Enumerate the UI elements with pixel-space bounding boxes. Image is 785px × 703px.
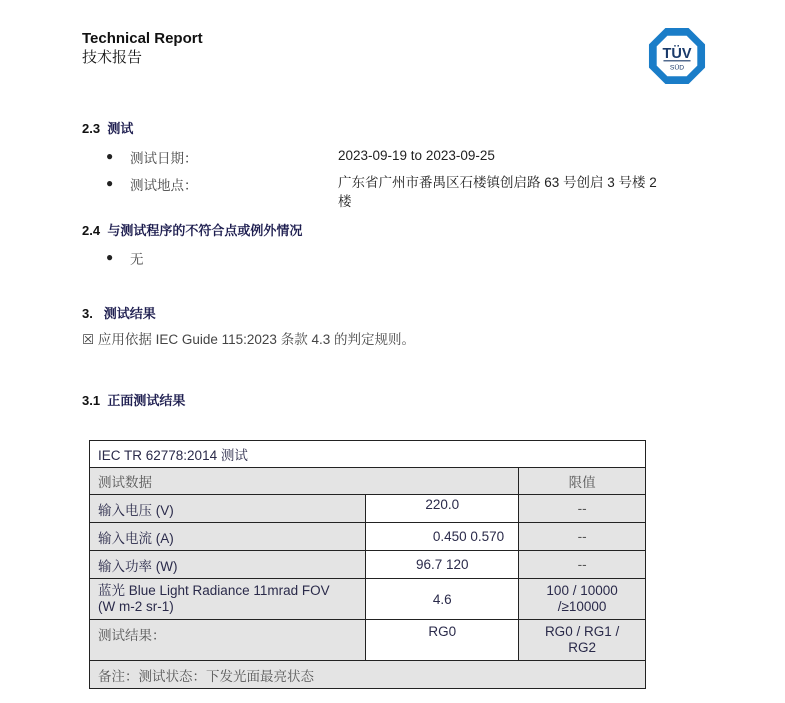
row-limit: 100 / 10000 /≥10000 [519,579,646,620]
report-subtitle: 技术报告 [82,49,143,66]
section-3-heading: 3. 测试结果 [82,306,156,321]
row-value: 220.0 [366,495,519,523]
table-row [90,579,646,620]
table-row [90,620,646,661]
test-location-value-line2: 楼 [338,194,352,209]
row-limit: -- [519,495,646,523]
table-row [90,495,646,523]
bullet-icon: ● [106,176,114,190]
row-limit: -- [519,551,646,579]
row-label: 蓝光 Blue Light Radiance 11mrad FOV (W m-2 sr-1) [90,579,366,620]
section-3-1-heading: 3.1 正面测试结果 [82,393,186,408]
table-title: IEC TR 62778:2014 测试 [90,441,646,468]
table-row [90,523,646,551]
tuv-sud-logo-icon [648,27,706,85]
bullet-icon: ● [106,250,114,264]
report-title: Technical Report [82,30,203,47]
svg-text:TÜV: TÜV [662,45,692,62]
row-label: 测试结果： [90,620,366,661]
row-limit: RG0 / RG1 / RG2 [519,620,646,661]
results-table [89,440,646,689]
table-header-row [90,468,646,495]
svg-text:SÜD: SÜD [669,64,685,72]
decision-rule-paragraph: ☒ 应用依据 IEC Guide 115:2023 条款 4.3 的判定规则。 [82,332,415,347]
row-limit: -- [519,523,646,551]
test-date-label: 测试日期： [130,151,198,166]
deviation-none-label: 无 [130,252,144,267]
bullet-icon: ● [106,149,114,163]
table-title-row [90,441,646,468]
row-label: 输入电流 (A) [90,523,366,551]
header-limit: 限值 [519,468,646,495]
header-test-data: 测试数据 [90,468,519,495]
test-date-value: 2023-09-19 to 2023-09-25 [338,148,495,163]
section-2-3-heading: 2.3 测试 [82,121,134,136]
test-location-value: 广东省广州市番禺区石楼镇创启路 63 号创启 3 号楼 2 [338,175,657,190]
row-value: 0.450 0.570 [366,523,519,551]
row-value: 4.6 [366,579,519,620]
row-label: 输入电压 (V) [90,495,366,523]
table-note-row [90,661,646,689]
table-row [90,551,646,579]
row-value: 96.7 120 [366,551,519,579]
test-location-label: 测试地点： [130,178,198,193]
section-2-4-heading: 2.4 与测试程序的不符合点或例外情况 [82,223,303,238]
row-label: 输入功率 (W) [90,551,366,579]
table-note: 备注：测试状态：下发光面最亮状态 [90,661,646,689]
row-value: RG0 [366,620,519,661]
